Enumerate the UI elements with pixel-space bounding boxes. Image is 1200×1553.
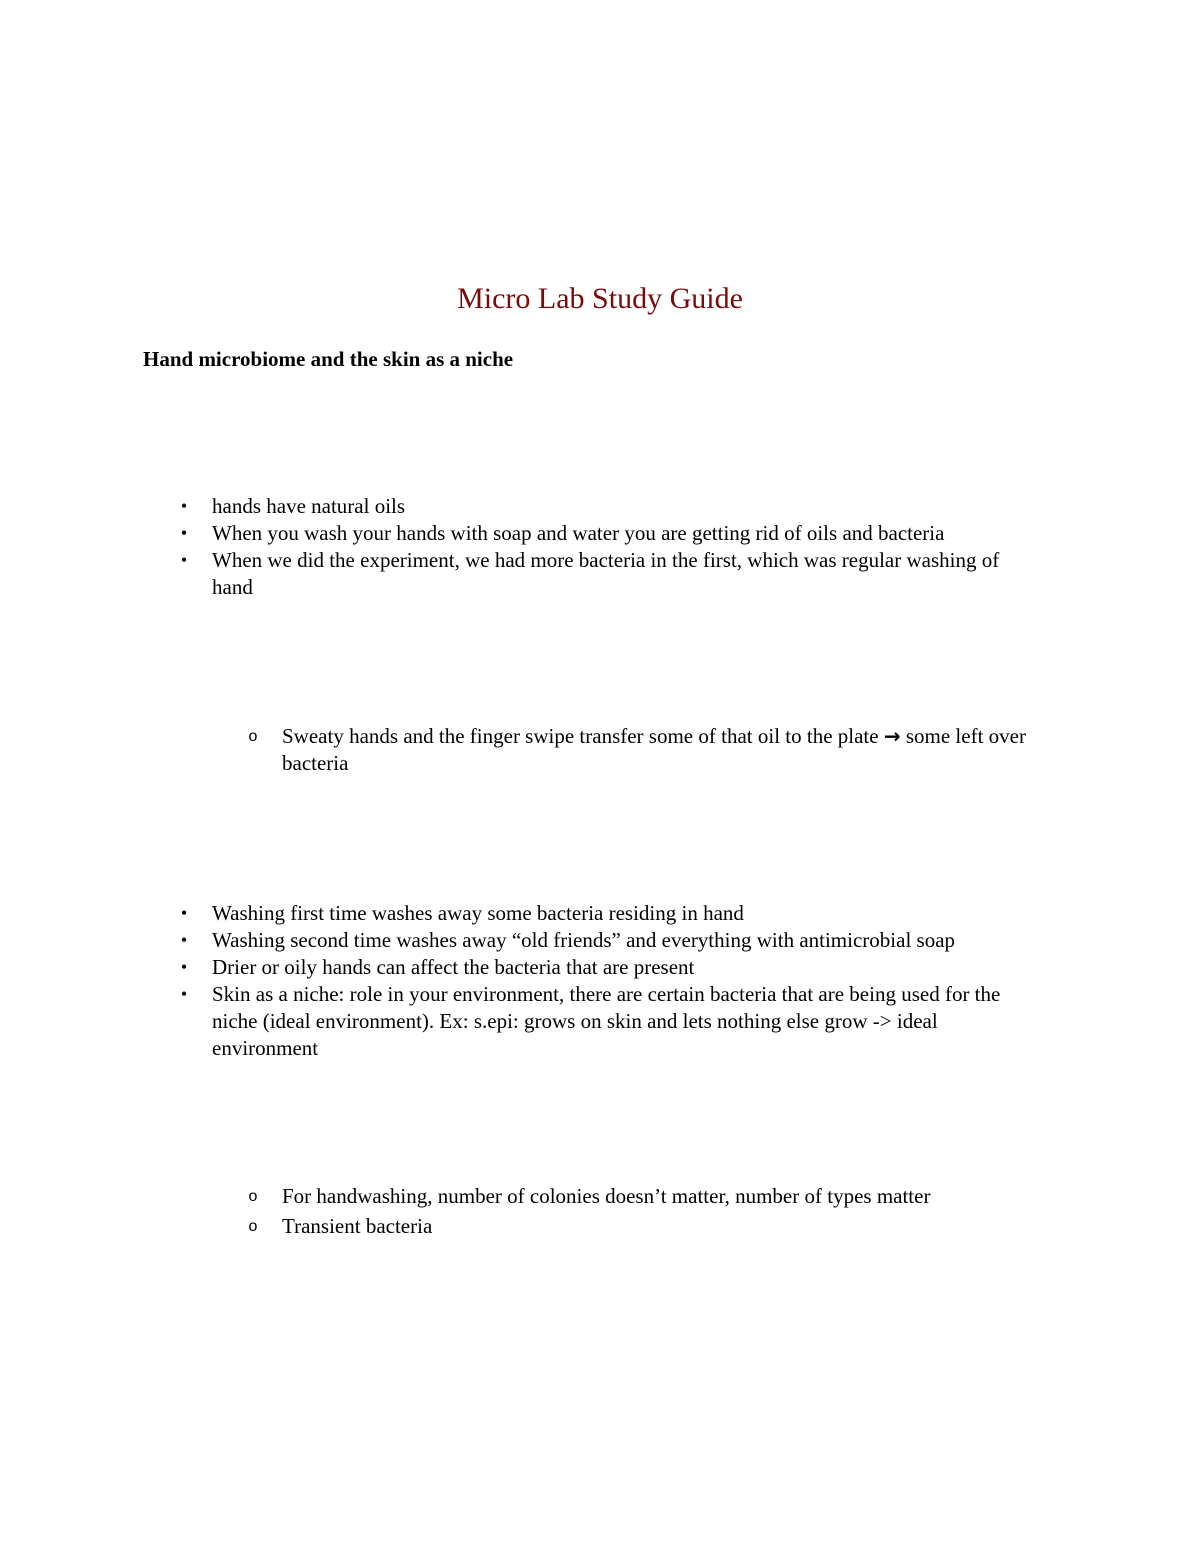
document-title: Micro Lab Study Guide	[457, 282, 743, 315]
list-item	[143, 954, 1063, 981]
list-item	[143, 900, 1063, 927]
bullet-list-2	[143, 900, 1063, 1062]
bullet-list-1	[143, 493, 1063, 601]
bullet-icon: •	[180, 523, 188, 543]
sub-list-item	[246, 723, 1066, 777]
circle-bullet-icon: o	[248, 1188, 258, 1205]
bullet-icon: •	[180, 957, 188, 977]
list-item-text: Drier or oily hands can affect the bacteria that are present	[212, 955, 695, 979]
bullet-icon: •	[180, 930, 188, 950]
list-item	[143, 547, 1063, 601]
list-item	[143, 981, 1063, 1062]
right-arrow-icon: →	[883, 724, 901, 748]
list-item-text: hands have natural oils	[212, 494, 406, 518]
list-item-text: Washing second time washes away “old friends” and everything with antimicrobial soap	[212, 928, 956, 952]
sub-list-item	[246, 1183, 1066, 1210]
circle-bullet-icon: o	[248, 1218, 258, 1235]
list-item-text: Washing first time washes away some bacteria residing in hand	[212, 901, 744, 925]
sub-list-item-text: Sweaty hands and the finger swipe transfer some of that oil to the plate	[282, 724, 879, 748]
circle-bullet-icon: o	[248, 728, 258, 745]
list-item-text: When you wash your hands with soap and water you are getting rid of oils and bacteria	[212, 521, 945, 545]
list-item-text: Skin as a niche: role in your environment, there are certain bacteria that are being used for the niche (ideal environment). Ex: s.epi: grows on skin and lets nothing else grow -> ideal environment	[212, 982, 1001, 1060]
sub-list-item-text-continued: some left over bacteria	[282, 724, 1026, 775]
bullet-icon: •	[180, 496, 188, 516]
list-item	[143, 520, 1063, 547]
bullet-icon: •	[180, 550, 188, 570]
list-item	[143, 493, 1063, 520]
sub-list-item-text: Transient bacteria	[282, 1214, 433, 1238]
sub-bullet-list-2	[246, 1183, 1066, 1240]
list-item-text: When we did the experiment, we had more bacteria in the first, which was regular washing of hand	[212, 548, 1000, 599]
sub-bullet-list-1	[246, 723, 1066, 777]
bullet-icon: •	[180, 984, 188, 1004]
sub-list-item-text: For handwashing, number of colonies doesn’t matter, number of types matter	[282, 1184, 931, 1208]
section-heading: Hand microbiome and the skin as a niche	[143, 347, 514, 371]
bullet-icon: •	[180, 903, 188, 923]
list-item	[143, 927, 1063, 954]
sub-list-item	[246, 1213, 1066, 1240]
